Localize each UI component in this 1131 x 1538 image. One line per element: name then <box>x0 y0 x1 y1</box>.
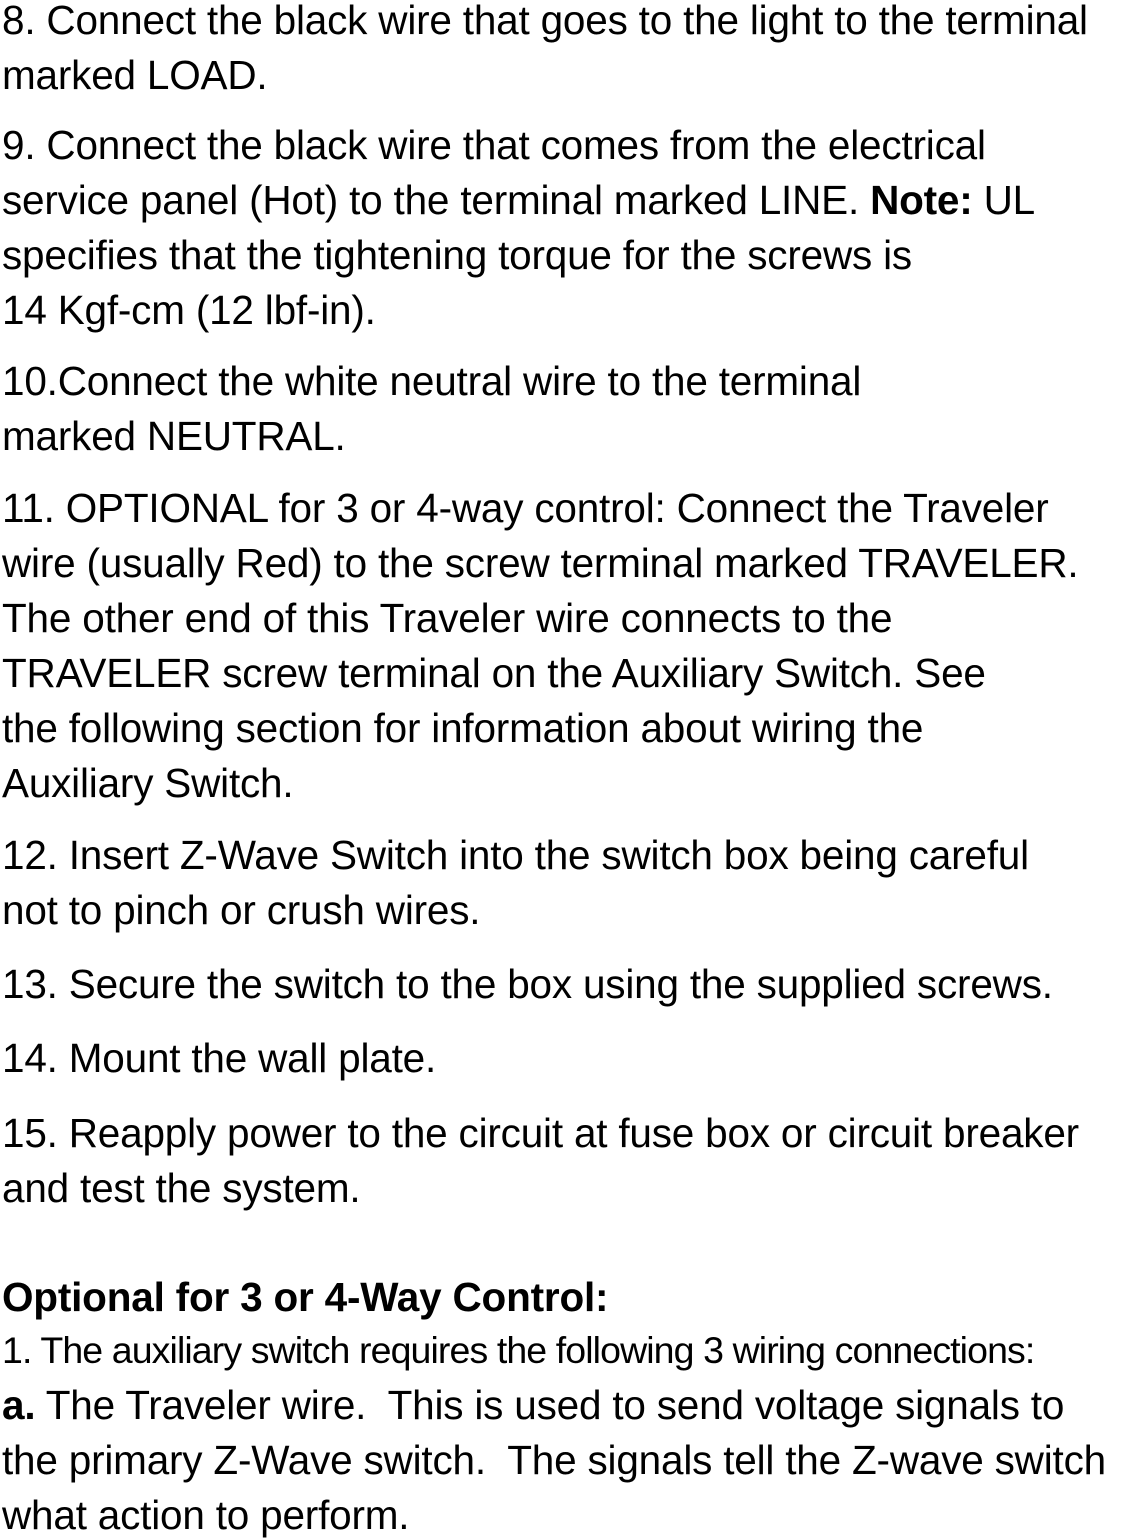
optional-heading <box>2 1274 609 1320</box>
optional-item-a-line-3: what action to perform. <box>2 1492 410 1538</box>
step-11-line-1: 11. OPTIONAL for 3 or 4-way control: Connect the Traveler <box>2 485 1049 531</box>
step-12-line-1: 12. Insert Z-Wave Switch into the switch box being careful <box>2 832 1029 878</box>
step-8-line-2: marked LOAD. <box>2 52 268 98</box>
optional-item-1: 1. The auxiliary switch requires the following 3 wiring connections: <box>2 1329 1035 1371</box>
step-11-line-3: The other end of this Traveler wire connects to the <box>2 595 893 641</box>
step-8-line-1: 8. Connect the black wire that goes to the light to the terminal <box>2 0 1088 43</box>
step-15-line-1: 15. Reapply power to the circuit at fuse box or circuit breaker <box>2 1110 1079 1156</box>
step-11-line-6: Auxiliary Switch. <box>2 760 294 806</box>
step-11-line-4: TRAVELER screw terminal on the Auxiliary Switch. See <box>2 650 986 696</box>
optional-item-a-line-1 <box>2 1382 1065 1428</box>
step-9-line-4: 14 Kgf-cm (12 lbf-in). <box>2 287 376 333</box>
step-15-line-2: and test the system. <box>2 1165 361 1211</box>
optional-item-a-line-2: the primary Z-Wave switch. The signals tell the Z-wave switch <box>2 1437 1106 1483</box>
step-9-line-1: 9. Connect the black wire that comes from the electrical <box>2 122 986 168</box>
step-13-line-1: 13. Secure the switch to the box using the supplied screws. <box>2 961 1053 1007</box>
step-11-line-2: wire (usually Red) to the screw terminal marked TRAVELER. <box>2 540 1079 586</box>
step-9-note-text: UL <box>972 177 1035 223</box>
step-10-line-1: 10.Connect the white neutral wire to the terminal <box>2 358 862 404</box>
optional-heading-text: Optional for 3 or 4-Way Control: <box>2 1274 609 1320</box>
step-10-line-2: marked NEUTRAL. <box>2 413 346 459</box>
step-12-line-2: not to pinch or crush wires. <box>2 887 481 933</box>
step-11-line-5: the following section for information about wiring the <box>2 705 924 751</box>
step-9-line-3: specifies that the tightening torque for the screws is <box>2 232 912 278</box>
item-a-text: The Traveler wire. This is used to send voltage signals to <box>35 1382 1065 1428</box>
step-9-line-2-text: service panel (Hot) to the terminal marked LINE. <box>2 177 871 223</box>
note-label: Note: <box>870 177 973 223</box>
step-14-line-1: 14. Mount the wall plate. <box>2 1035 437 1081</box>
step-9-line-2 <box>2 177 1035 223</box>
item-a-label: a. <box>2 1382 36 1428</box>
